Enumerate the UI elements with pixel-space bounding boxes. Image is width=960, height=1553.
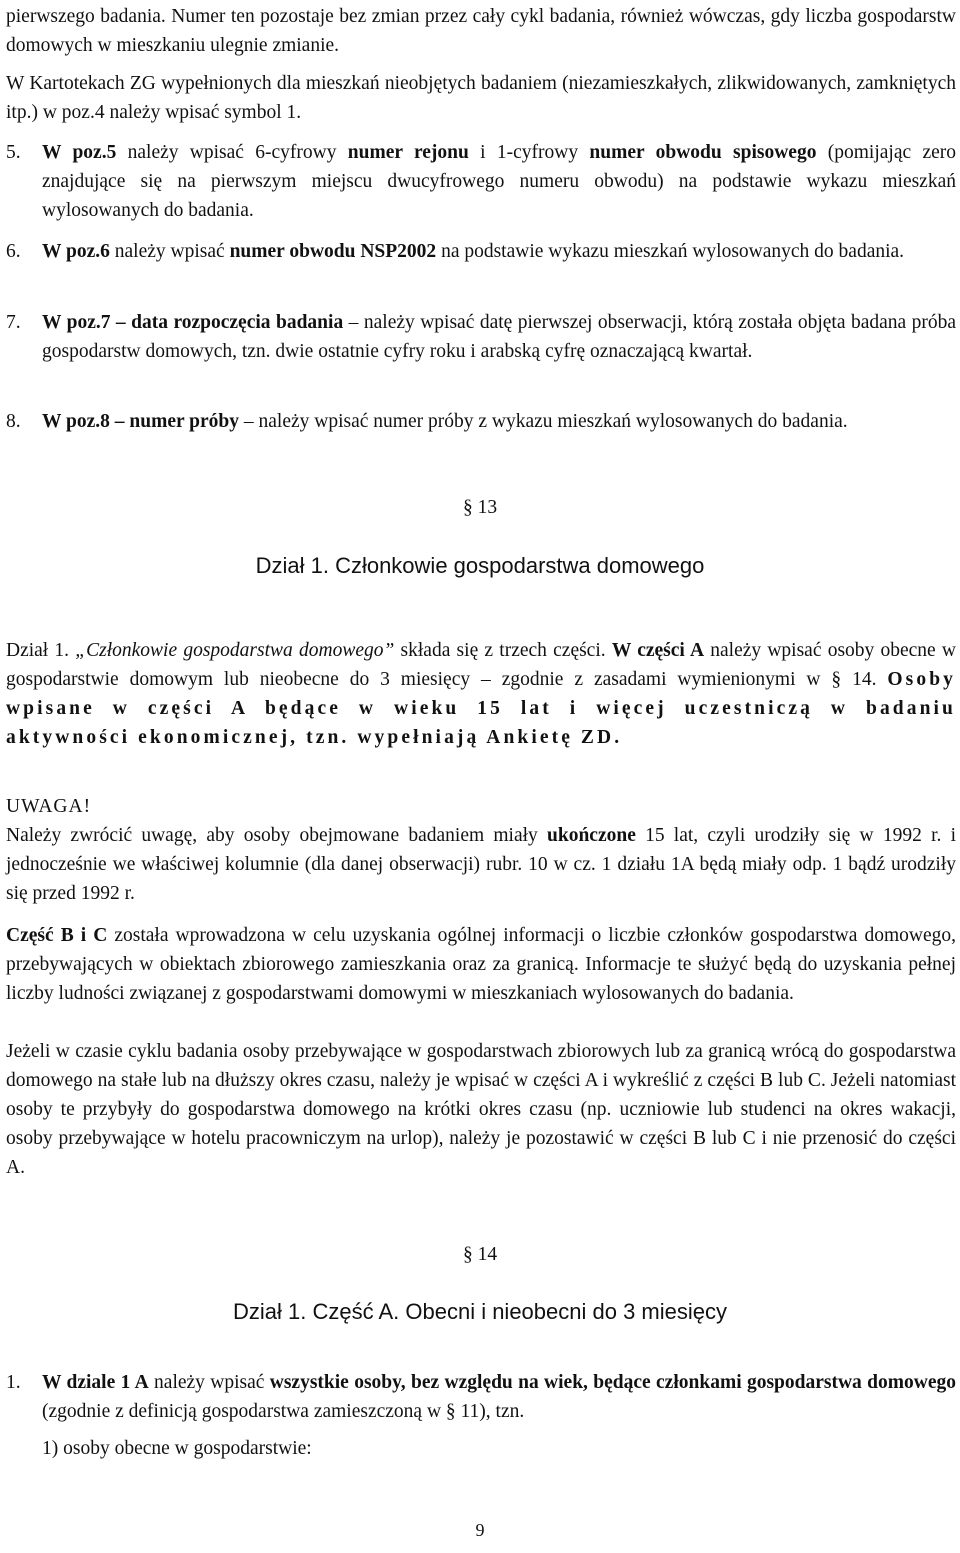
section-heading-14: Dział 1. Część A. Obecni i nieobecni do 3 miesięcy <box>232 1299 727 1324</box>
text: należy wpisać 6-cyfrowy <box>116 142 348 163</box>
text: składa się z trzech części. <box>394 640 612 661</box>
paragraph-kartoteki: W Kartotekach ZG wypełnionych dla mieszkań nieobjętych badaniem (niezamieszkałych, zlikwidowanych, zamkniętych itp.) w poz.4 należy wpisać symbol 1. <box>6 73 956 123</box>
bold-text: numer obwodu NSP2002 <box>229 241 437 262</box>
bold-text: W poz.7 – data rozpoczęcia badania <box>42 312 344 333</box>
text: należy wpisać <box>148 1372 270 1393</box>
page-number: 9 <box>475 1520 485 1540</box>
list-item-8 <box>6 407 956 436</box>
item-text <box>42 407 956 436</box>
uwaga-label <box>6 792 956 821</box>
item-text <box>42 237 956 266</box>
section-heading-13: Dział 1. Członkowie gospodarstwa domowego <box>255 553 705 578</box>
paragraph-czesc-b-c <box>6 921 956 1008</box>
paragraph-dzial-1 <box>6 636 956 752</box>
italic-text: „Członkowie gospodarstwa domowego” <box>75 640 395 661</box>
bold-text: W poz.8 – numer próby <box>42 411 240 432</box>
text: i 1-cyfrowy <box>468 142 590 163</box>
text: na podstawie wykazu mieszkań wylosowanych do badania. <box>436 241 905 262</box>
text: – należy wpisać datę pierwszej obserwacji, którą została objęta badana próba gospodarstw domowych, tzn. dwie ostatnie cyfry roku i arabską cyfrę oznaczającą kwartał. <box>42 312 957 362</box>
paragraph-uwaga <box>6 821 956 908</box>
item-number: 1. <box>6 1372 21 1393</box>
spaced-bold-text: Osoby wpisane w części A będące w wieku 15 lat i więcej uczestniczą w badaniu aktywności ekonomicznej, tzn. wypełniają Ankietę ZD. <box>6 669 956 748</box>
item-number: 5. <box>6 142 21 163</box>
list-item-1 <box>6 1368 956 1426</box>
text: Dział 1. <box>6 640 76 661</box>
item-text <box>42 308 956 366</box>
bold-text: W części A <box>611 640 705 661</box>
paragraph-continuation: pierwszego badania. Numer ten pozostaje bez zmian przez cały cykl badania, również wówczas, gdy liczba gospodarstw domowych w mieszkaniu ulegnie zmianie. <box>6 6 956 56</box>
text: 15 lat, czyli urodziły się w 1992 r. i jednocześnie we właściwej kolumnie (dla danej obserwacji) rubr. 10 w cz. 1 działu 1A będą miały odp. 1 bądź urodziły się przed 1992 r. <box>6 825 956 904</box>
item-text <box>42 1368 956 1426</box>
paragraph-powroty: Jeżeli w czasie cyklu badania osoby przebywające w gospodarstwach zbiorowych lub za granicą wrócą do gospodarstwa domowego na stałe lub na dłuższy okres czasu, należy je wpisać w części A i wykreślić z części B lub C. Jeżeli natomiast osoby te przybyły do gospodarstwa domowego na krótki okres czasu (np. uczniowie lub studenci na okres wakacji, osoby przebywające w hotelu pracowniczym na urlop), należy je pozostawić w części B lub C i nie przenosić do części A. <box>6 1041 956 1178</box>
bold-text: W dziale 1 A <box>42 1372 149 1393</box>
warning-text: UWAGA! <box>6 796 92 817</box>
item-number: 6. <box>6 241 21 262</box>
bold-text: ukończone <box>547 825 636 846</box>
bold-text: numer obwodu spisowego <box>589 142 817 163</box>
text: (pomijając zero znajdujące się na pierwszym miejscu dwucyfrowego numeru obwodu) na podstawie wykazu mieszkań wylosowanych do badania. <box>42 142 957 221</box>
bold-text: wszystkie osoby, bez względu na wiek, będące członkami gospodarstwa domowego <box>269 1372 956 1393</box>
list-item-5 <box>6 138 956 225</box>
item-number: 8. <box>6 411 21 432</box>
section-mark-13: § 13 <box>462 497 498 518</box>
section-mark-14: § 14 <box>462 1244 498 1265</box>
sub-item-1: 1) osoby obecne w gospodarstwie: <box>42 1438 312 1459</box>
text: Należy zwrócić uwagę, aby osoby obejmowane badaniem miały <box>6 825 547 846</box>
item-number: 7. <box>6 312 21 333</box>
list-item-6 <box>6 237 956 266</box>
text: – należy wpisać numer próby z wykazu mieszkań wylosowanych do badania. <box>239 411 848 432</box>
text: (zgodnie z definicją gospodarstwa zamieszczoną w § 11), tzn. <box>42 1401 525 1422</box>
item-text <box>42 138 956 225</box>
bold-text: Część B i C <box>6 925 108 946</box>
bold-text: W poz.6 <box>42 241 110 262</box>
list-item-7 <box>6 308 956 366</box>
bold-text: W poz.5 <box>42 142 117 163</box>
text: należy wpisać <box>109 241 230 262</box>
text: należy wpisać osoby obecne w gospodarstwie domowym lub nieobecne do 3 miesięcy – zgodnie z zasadami wymienionymi w § 14. <box>6 640 957 690</box>
bold-text: numer rejonu <box>347 142 469 163</box>
text: została wprowadzona w celu uzyskania ogólnej informacji o liczbie członków gospodarstwa domowego, przebywających w obiektach zbiorowego zamieszkania oraz za granicą. Informacje te służyć będą do uzyskania pełnej liczby ludności związanej z gospodarstwami domowymi w mieszkaniach wylosowanych do badania. <box>6 925 956 1004</box>
